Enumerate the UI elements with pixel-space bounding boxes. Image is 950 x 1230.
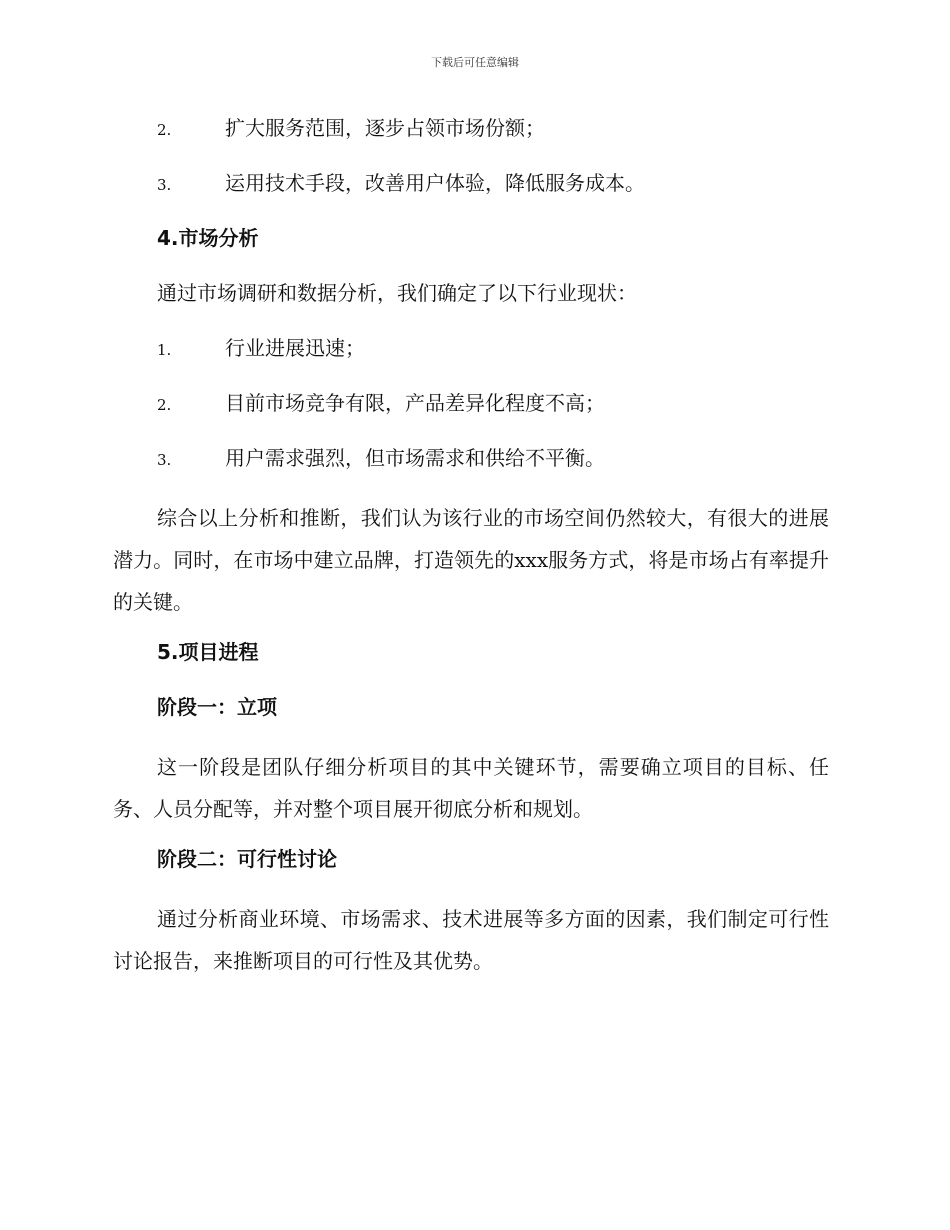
list-item <box>113 442 829 475</box>
list-item <box>113 387 829 420</box>
list-number: 2. <box>157 396 172 414</box>
page-header: 下载后可任意编辑 <box>431 56 519 69</box>
paragraph-summary: 综合以上分析和推断，我们认为该行业的市场空间仍然较大，有很大的进展潜力。同时，在市场中建立品牌，打造领先的xxx服务方式，将是市场占有率提升的关键。 <box>113 506 829 614</box>
list-text: 扩大服务范围，逐步占领市场份额； <box>225 116 545 140</box>
subheading-stage-two: 阶段二：可行性讨论 <box>157 847 337 871</box>
section-heading-progress: 5.项目进程 <box>157 640 259 664</box>
list-item <box>113 167 829 200</box>
section-heading-market: 4.市场分析 <box>157 226 259 250</box>
list-text: 运用技术手段，改善用户体验，降低服务成本。 <box>225 171 645 195</box>
list-number: 2. <box>157 121 172 139</box>
paragraph-stage-two: 通过分析商业环境、市场需求、技术进展等多方面的因素，我们制定可行性讨论报告，来推断项目的可行性及其优势。 <box>113 907 829 973</box>
list-text: 行业进展迅速； <box>225 336 365 360</box>
paragraph-market-intro: 通过市场调研和数据分析，我们确定了以下行业现状： <box>157 281 637 305</box>
subheading-stage-one: 阶段一：立项 <box>157 695 277 719</box>
list-text: 目前市场竞争有限，产品差异化程度不高； <box>225 391 605 415</box>
document-body <box>113 112 829 995</box>
list-text: 用户需求强烈，但市场需求和供给不平衡。 <box>225 446 605 470</box>
list-number: 3. <box>157 451 172 469</box>
paragraph-stage-one: 这一阶段是团队仔细分析项目的其中关键环节，需要确立项目的目标、任务、人员分配等，并对整个项目展开彻底分析和规划。 <box>113 755 829 821</box>
list-number: 1. <box>157 341 172 359</box>
list-number: 3. <box>157 176 172 194</box>
list-item <box>113 332 829 365</box>
list-item <box>113 112 829 145</box>
